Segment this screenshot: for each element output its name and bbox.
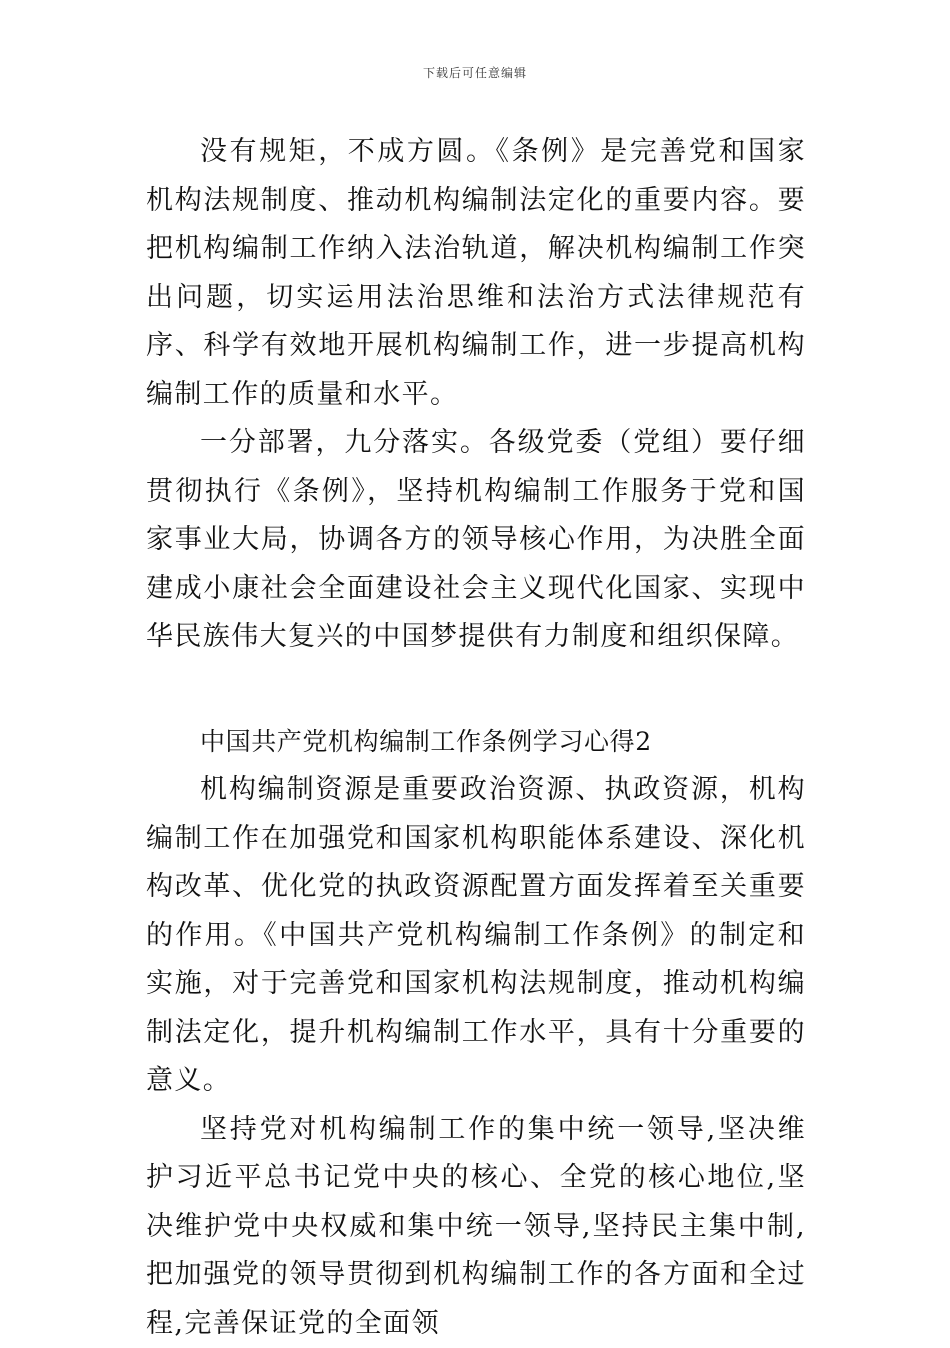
paragraph-implementation: 一分部署，九分落实。各级党委（党组）要仔细贯彻执行《条例》，坚持机构编制工作服务于党和国家事业大局，协调各方的领导核心作用，为决胜全面建成小康社会全面建设社会主义现代化国家、实现中华民族伟大复兴的中国梦提供有力制度和组织保障。	[146, 419, 806, 662]
section-heading: 中国共产党机构编制工作条例学习心得2	[146, 718, 806, 767]
paragraph-rules: 没有规矩，不成方圆。《条例》是完善党和国家机构法规制度、推动机构编制法定化的重要内容。要把机构编制工作纳入法治轨道，解决机构编制工作突出问题，切实运用法治思维和法治方式法律规范有序、科学有效地开展机构编制工作，进一步提高机构编制工作的质量和水平。	[146, 128, 806, 419]
document-body	[146, 128, 806, 1348]
paragraph-resources: 机构编制资源是重要政治资源、执政资源，机构编制工作在加强党和国家机构职能体系建设、深化机构改革、优化党的执政资源配置方面发挥着至关重要的作用。《中国共产党机构编制工作条例》的制定和实施，对于完善党和国家机构法规制度，推动机构编制法定化，提升机构编制工作水平，具有十分重要的意义。	[146, 766, 806, 1106]
paragraph-leadership: 坚持党对机构编制工作的集中统一领导,坚决维护习近平总书记党中央的核心、全党的核心地位,坚决维护党中央权威和集中统一领导,坚持民主集中制,把加强党的领导贯彻到机构编制工作的各方面和全过程,完善保证党的全面领	[146, 1106, 806, 1348]
download-note: 下载后可任意编辑	[0, 64, 950, 81]
